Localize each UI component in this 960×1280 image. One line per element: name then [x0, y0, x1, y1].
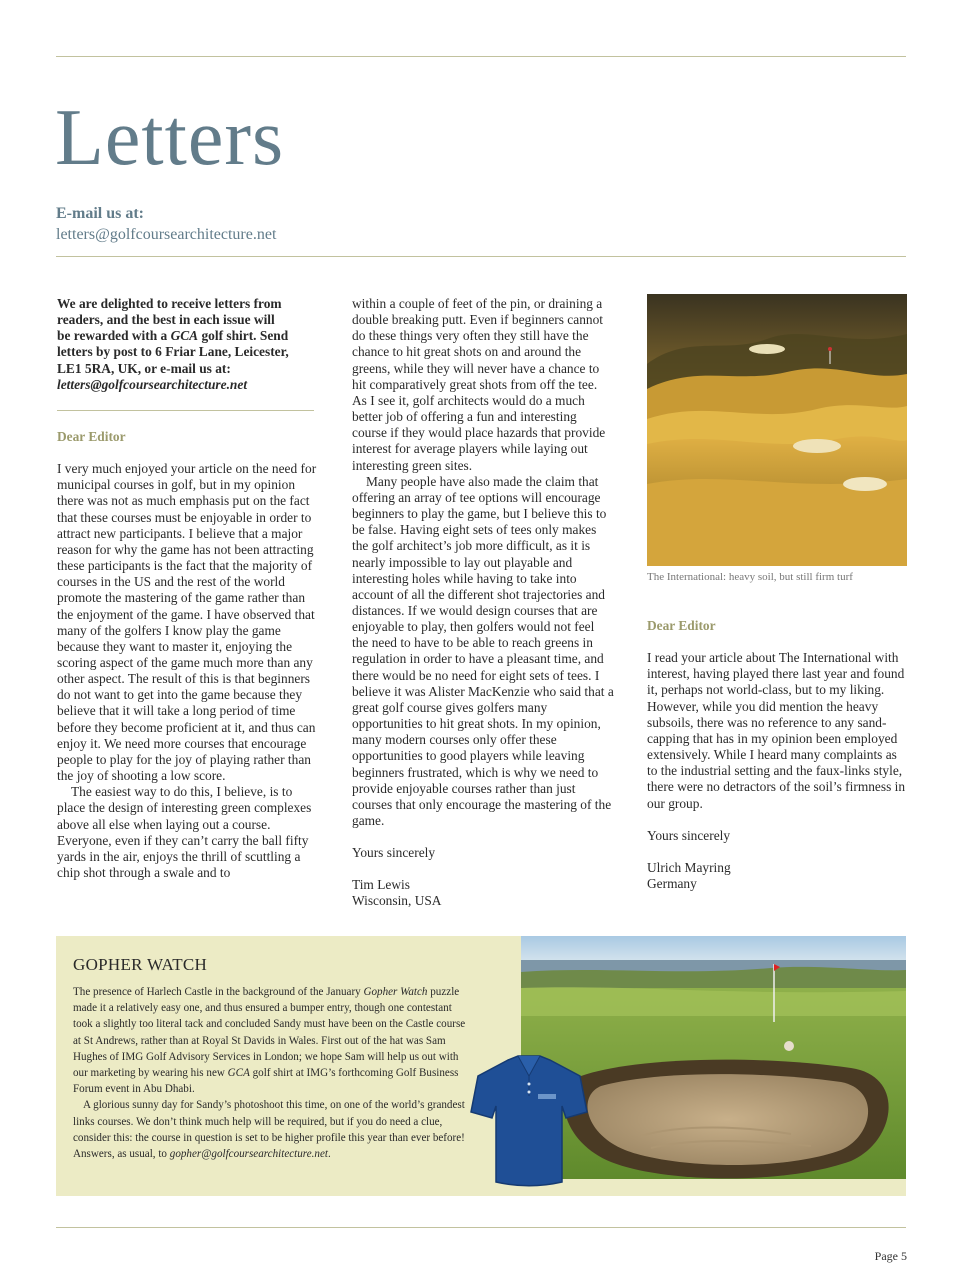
letter1-heading: Dear Editor — [57, 428, 126, 444]
page-title: Letters — [55, 94, 285, 182]
intro-line: letters by post to 6 Friar Lane, Leicester, — [57, 344, 289, 360]
gopher-watch-text — [73, 984, 473, 1162]
gca-italic: GCA — [227, 1067, 250, 1080]
letter1-paragraph: The easiest way to do this, I believe, is to place the design of interesting green complexes above all else when laying out a course. Everyone, even if they can’t carry the ball fifty yards in the air, enjoys the thrill of scuttling a chip shot through a swale and to — [57, 784, 312, 880]
gopher-email-link[interactable]: gopher@golfcoursearchitecture.net — [169, 1148, 328, 1161]
letter2-author-location: Germany — [647, 876, 697, 892]
intro-text — [57, 296, 319, 393]
gca-italic: GCA — [170, 328, 199, 344]
email-address-link[interactable]: letters@golfcoursearchitecture.net — [56, 226, 277, 243]
letter2-heading: Dear Editor — [647, 618, 716, 633]
letter1-signoff: Yours sincerely — [352, 845, 436, 861]
gopher-watch-italic: Gopher Watch — [363, 986, 428, 998]
letter2-author-name: Ulrich Mayring — [647, 859, 731, 875]
letter1-paragraph: Many people have also made the claim that offering an array of tee options will encourage beginners to play the game, but I believe this to be false. Having eight sets of tees only makes the golf architect’s job more difficult, as it is nearly impossible to lay out playable and interesting holes while having to take into account of all the different shot trajectories and distances. If we would design courses that are enjoyable to play, then golfers would not feel the need to have to be able to reach greens in regulation in order to have a pleasant time, and there would be no need for eight sets of tees. I believe it was Alister MacKenzie who said that a great golf course gives golfers many opportunities to hit great shots. In my opinion, many modern courses only offer these opportunities to good players while leaving beginners frustrated, which is why we need to provide enjoyable courses rather than just courses that only encourage the mastering of the game. — [352, 473, 614, 828]
column-2 — [352, 296, 614, 910]
intro-email[interactable]: letters@golfcoursearchitecture.net — [57, 376, 248, 392]
gopher-text-span: The presence of Harlech Castle in the background of the January — [73, 986, 364, 998]
header-rule — [56, 256, 906, 257]
letter1-paragraph: I very much enjoyed your article on the need for municipal courses in golf, but in my opinion there was not as much emphasis put on the fact that these courses must be enjoyable in order to attract new participants. I believe that a major reason for why the game has not been attracting these participants is the fact that the majority of courses in the US and the rest of the world promote the mastering of the game rather than the enjoyment of the game. I have observed that many of the golfers I know play the game because they want to master it, enjoying the scoring aspect of the game much more than any other aspect. The result of this is that beginners do not want to get into the game because they believe that it will take a long period of time before they become proficient at it, and thus can enjoy it. We need more courses that encourage people to play for the joy of playing rather than the joy of shooting a low score. — [57, 461, 317, 784]
letter2-paragraph: I read your article about The International with interest, having played there last year and found it, perhaps not world-class, but to my liking. However, while you did mention the heavy subsoils, there was no reference to any sand-capping that has in my opinion been employed extensively. While I heard many complaints as to the industrial setting and the faux-links style, there were no detractors of the soil’s firmness in our group. — [647, 650, 906, 811]
column-1 — [57, 296, 319, 881]
gopher-watch-panel — [56, 936, 906, 1196]
gopher-paragraph — [73, 984, 473, 1097]
gopher-text-span: puzzle made it a relatively easy one, and thus ensured a bumper entry, though one contestant took a slightly too literal tack and concluded Sandy must have been on the Castle course at St Andrews, rather than at Royal St Davids in Wales. First out of the hat was Sam Hughes of IMG Golf Advisory Services in London; we hope Sam will help us out with our marketing by wearing his new — [73, 986, 466, 1080]
intro-divider — [57, 410, 314, 411]
international-course-photo — [647, 294, 907, 566]
intro-text-span: be rewarded with a — [57, 328, 171, 344]
letter1-paragraph-continued: within a couple of feet of the pin, or draining a double breaking putt. Even if beginners cannot do these things very often they still have the chance to hit great shots on and around the greens, while they will never have a chance to hit comparatively great shots from off the tee. As I see it, golf architects would do a much better job of offering a fun and interesting course if they would place hazards that provide interest for average players while laying out interesting green sites. — [352, 296, 606, 473]
gopher-text-span: golf shirt at IMG’s forthcoming Golf Business Forum event in Abu Dhabi. — [73, 1067, 459, 1096]
email-label: E-mail us at: — [56, 205, 144, 222]
letter1-author-name: Tim Lewis — [352, 877, 410, 893]
gopher-watch-title: GOPHER WATCH — [73, 955, 208, 974]
top-rule — [56, 56, 906, 57]
intro-line: LE1 5RA, UK, or e-mail us at: — [57, 360, 231, 376]
photo-caption: The International: heavy soil, but still firm turf — [647, 571, 853, 583]
letter1-author-location: Wisconsin, USA — [352, 893, 442, 909]
intro-text-span: golf shirt. Send — [198, 328, 289, 344]
intro-email-link[interactable] — [57, 377, 319, 393]
intro-line: readers, and the best in each issue will — [57, 312, 275, 328]
intro-line: We are delighted to receive letters from — [57, 296, 282, 311]
footer-rule — [56, 1227, 906, 1228]
intro-line — [57, 328, 319, 344]
gopher-text-span: A glorious sunny day for Sandy’s photoshoot this time, on one of the world’s grandest links courses. We don’t think much help will be required, but if you do need a clue, consider this: the course in question is set to be higher profile this year than ever before! Answers, as usual, to — [73, 1099, 465, 1161]
page-number: Page 5 — [874, 1249, 907, 1263]
letter2-signoff: Yours sincerely — [647, 827, 731, 843]
column-3 — [647, 618, 909, 892]
gca-golf-shirt-image — [470, 1054, 588, 1187]
gopher-paragraph — [73, 1097, 473, 1162]
gopher-text-span: . — [327, 1148, 331, 1161]
